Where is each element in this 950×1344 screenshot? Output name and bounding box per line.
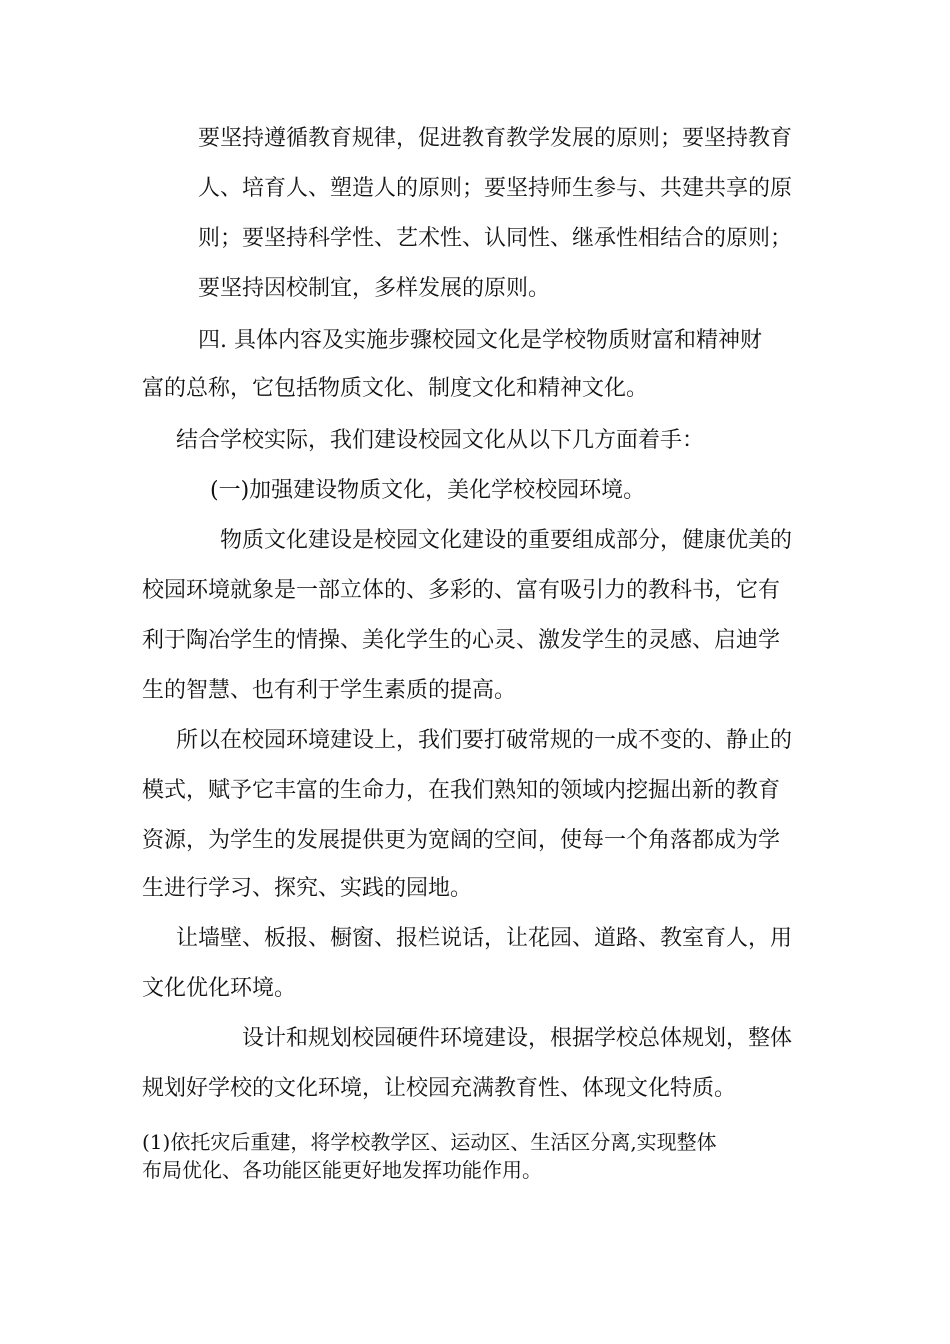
walls-line-2: 文化优化环境。 xyxy=(142,976,297,1001)
material-culture-line-3: 利于陶冶学生的情操、美化学生的心灵、激发学生的灵感、启迪学 xyxy=(142,628,781,653)
principles-line-2: 人、培育人、塑造人的原则；要坚持师生参与、共建共享的原 xyxy=(198,176,793,201)
principles-line-4: 要坚持因校制宜，多样发展的原则。 xyxy=(198,276,551,301)
environment-line-3: 资源，为学生的发展提供更为宽阔的空间，使每一个角落都成为学 xyxy=(142,828,781,853)
subheading-one: (一)加强建设物质文化，美化学校校园环境。 xyxy=(210,478,646,503)
section-four-line-1: 四. 具体内容及实施步骤校园文化是学校物质财富和精神财 xyxy=(198,328,762,353)
walls-line-1: 让墙壁、板报、橱窗、报栏说话，让花园、道路、教室育人，用 xyxy=(176,926,793,951)
planning-line-2: 规划好学校的文化环境，让校园充满教育性、体现文化特质。 xyxy=(142,1076,737,1101)
environment-line-4: 生进行学习、探究、实践的园地。 xyxy=(142,876,473,901)
material-culture-line-4: 生的智慧、也有利于学生素质的提高。 xyxy=(142,678,517,703)
material-culture-line-1: 物质文化建设是校园文化建设的重要组成部分，健康优美的 xyxy=(220,528,793,553)
planning-line-1: 设计和规划校园硬件环境建设，根据学校总体规划，整体 xyxy=(242,1026,793,1051)
combine-line-1: 结合学校实际，我们建设校园文化从以下几方面着手： xyxy=(176,428,705,453)
environment-line-2: 模式，赋予它丰富的生命力，在我们熟知的领域内挖掘出新的教育 xyxy=(142,778,781,803)
principles-line-3: 则；要坚持科学性、艺术性、认同性、继承性相结合的原则； xyxy=(198,226,793,251)
material-culture-line-2: 校园环境就象是一部立体的、多彩的、富有吸引力的教科书，它有 xyxy=(142,578,781,603)
item-one-line-1: (1)依托灾后重建，将学校教学区、运动区、生活区分离,实现整体 xyxy=(142,1130,717,1154)
principles-line-1: 要坚持遵循教育规律，促进教育教学发展的原则；要坚持教育 xyxy=(198,126,793,151)
item-one-line-2: 布局优化、各功能区能更好地发挥功能作用。 xyxy=(142,1158,542,1182)
environment-line-1: 所以在校园环境建设上，我们要打破常规的一成不变的、静止的 xyxy=(176,728,793,753)
section-four-line-2: 富的总称，它包括物质文化、制度文化和精神文化。 xyxy=(142,376,649,401)
